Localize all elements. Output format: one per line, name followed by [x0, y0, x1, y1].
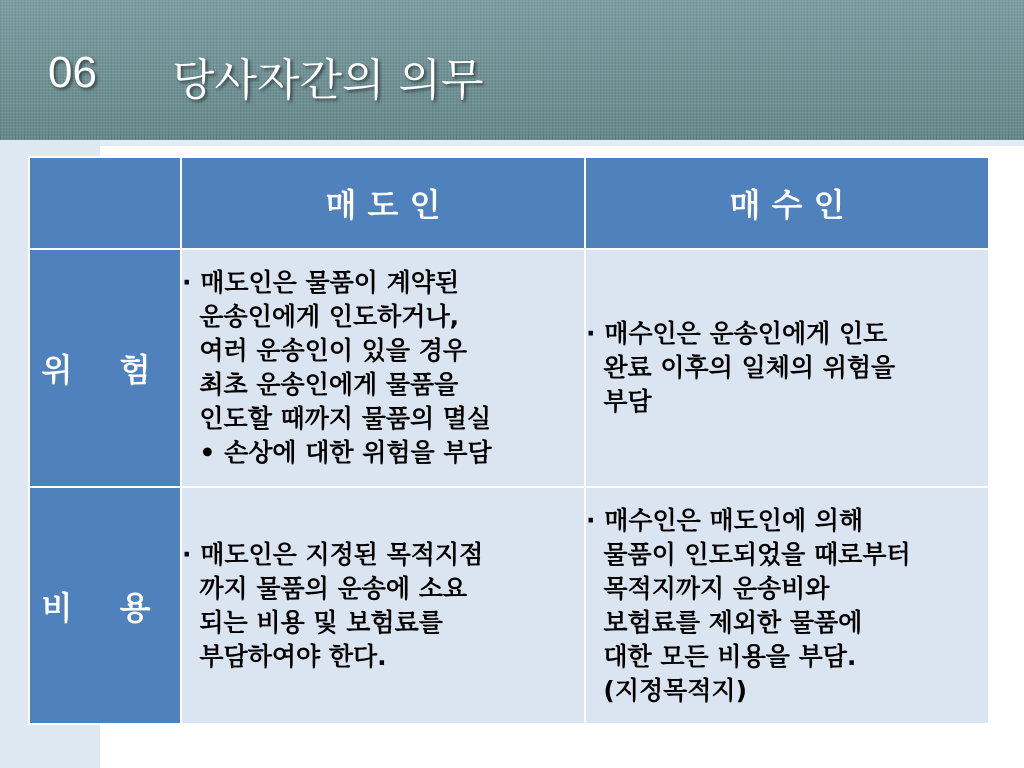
cell-line: 되는 비용 및 보험료를 — [182, 607, 443, 637]
cell-line: 부담 — [586, 387, 652, 416]
cell-risk-seller — [181, 249, 585, 487]
slide-title: 당사자간의 의무 — [172, 55, 484, 106]
cell-line: · 매도인은 물품이 계약된 — [182, 268, 460, 297]
row-header-risk: 위 험 — [29, 249, 181, 487]
table-row-risk — [29, 249, 989, 487]
cell-line: 물품이 인도되었을 때로부터 — [586, 539, 911, 569]
cell-line: 최초 운송인에게 물품을 — [182, 370, 459, 399]
cell-line: • 손상에 대한 위험을 부담 — [182, 438, 492, 467]
table-row-cost — [29, 487, 989, 724]
cell-line: (지정목적지) — [586, 675, 748, 705]
cell-line: 대한 모든 비용을 부담. — [586, 641, 857, 671]
column-header-buyer: 매 수 인 — [585, 157, 989, 249]
table-header-row — [29, 157, 989, 249]
cell-line: · 매도인은 지정된 목적지점 — [182, 539, 484, 569]
cell-risk-buyer — [585, 249, 989, 487]
cell-cost-buyer — [585, 487, 989, 724]
row-header-cost: 비 용 — [29, 487, 181, 724]
slide-number: 06 — [48, 48, 97, 97]
cell-line: 완료 이후의 일체의 위험을 — [586, 353, 896, 382]
cell-line: · 매수인은 매도인에 의해 — [586, 505, 864, 535]
cell-line: 운송인에게 인도하거나, — [182, 302, 460, 331]
cell-line: 인도할 때까지 물품의 멸실 — [182, 404, 492, 433]
cell-line: 보험료를 제외한 물품에 — [586, 607, 863, 637]
table-corner-cell — [29, 157, 181, 249]
cell-line: · 매수인은 운송인에게 인도 — [586, 319, 888, 348]
banner-divider — [0, 140, 1024, 146]
cell-line: 부담하여야 한다. — [182, 641, 387, 671]
duty-table — [28, 156, 990, 725]
cell-cost-seller — [181, 487, 585, 724]
cell-line: 목적지까지 운송비와 — [586, 573, 830, 603]
cell-line: 여러 운송인이 있을 경우 — [182, 336, 468, 365]
column-header-seller: 매 도 인 — [181, 157, 585, 249]
title-banner — [0, 0, 1024, 140]
cell-line: 까지 물품의 운송에 소요 — [182, 573, 468, 603]
